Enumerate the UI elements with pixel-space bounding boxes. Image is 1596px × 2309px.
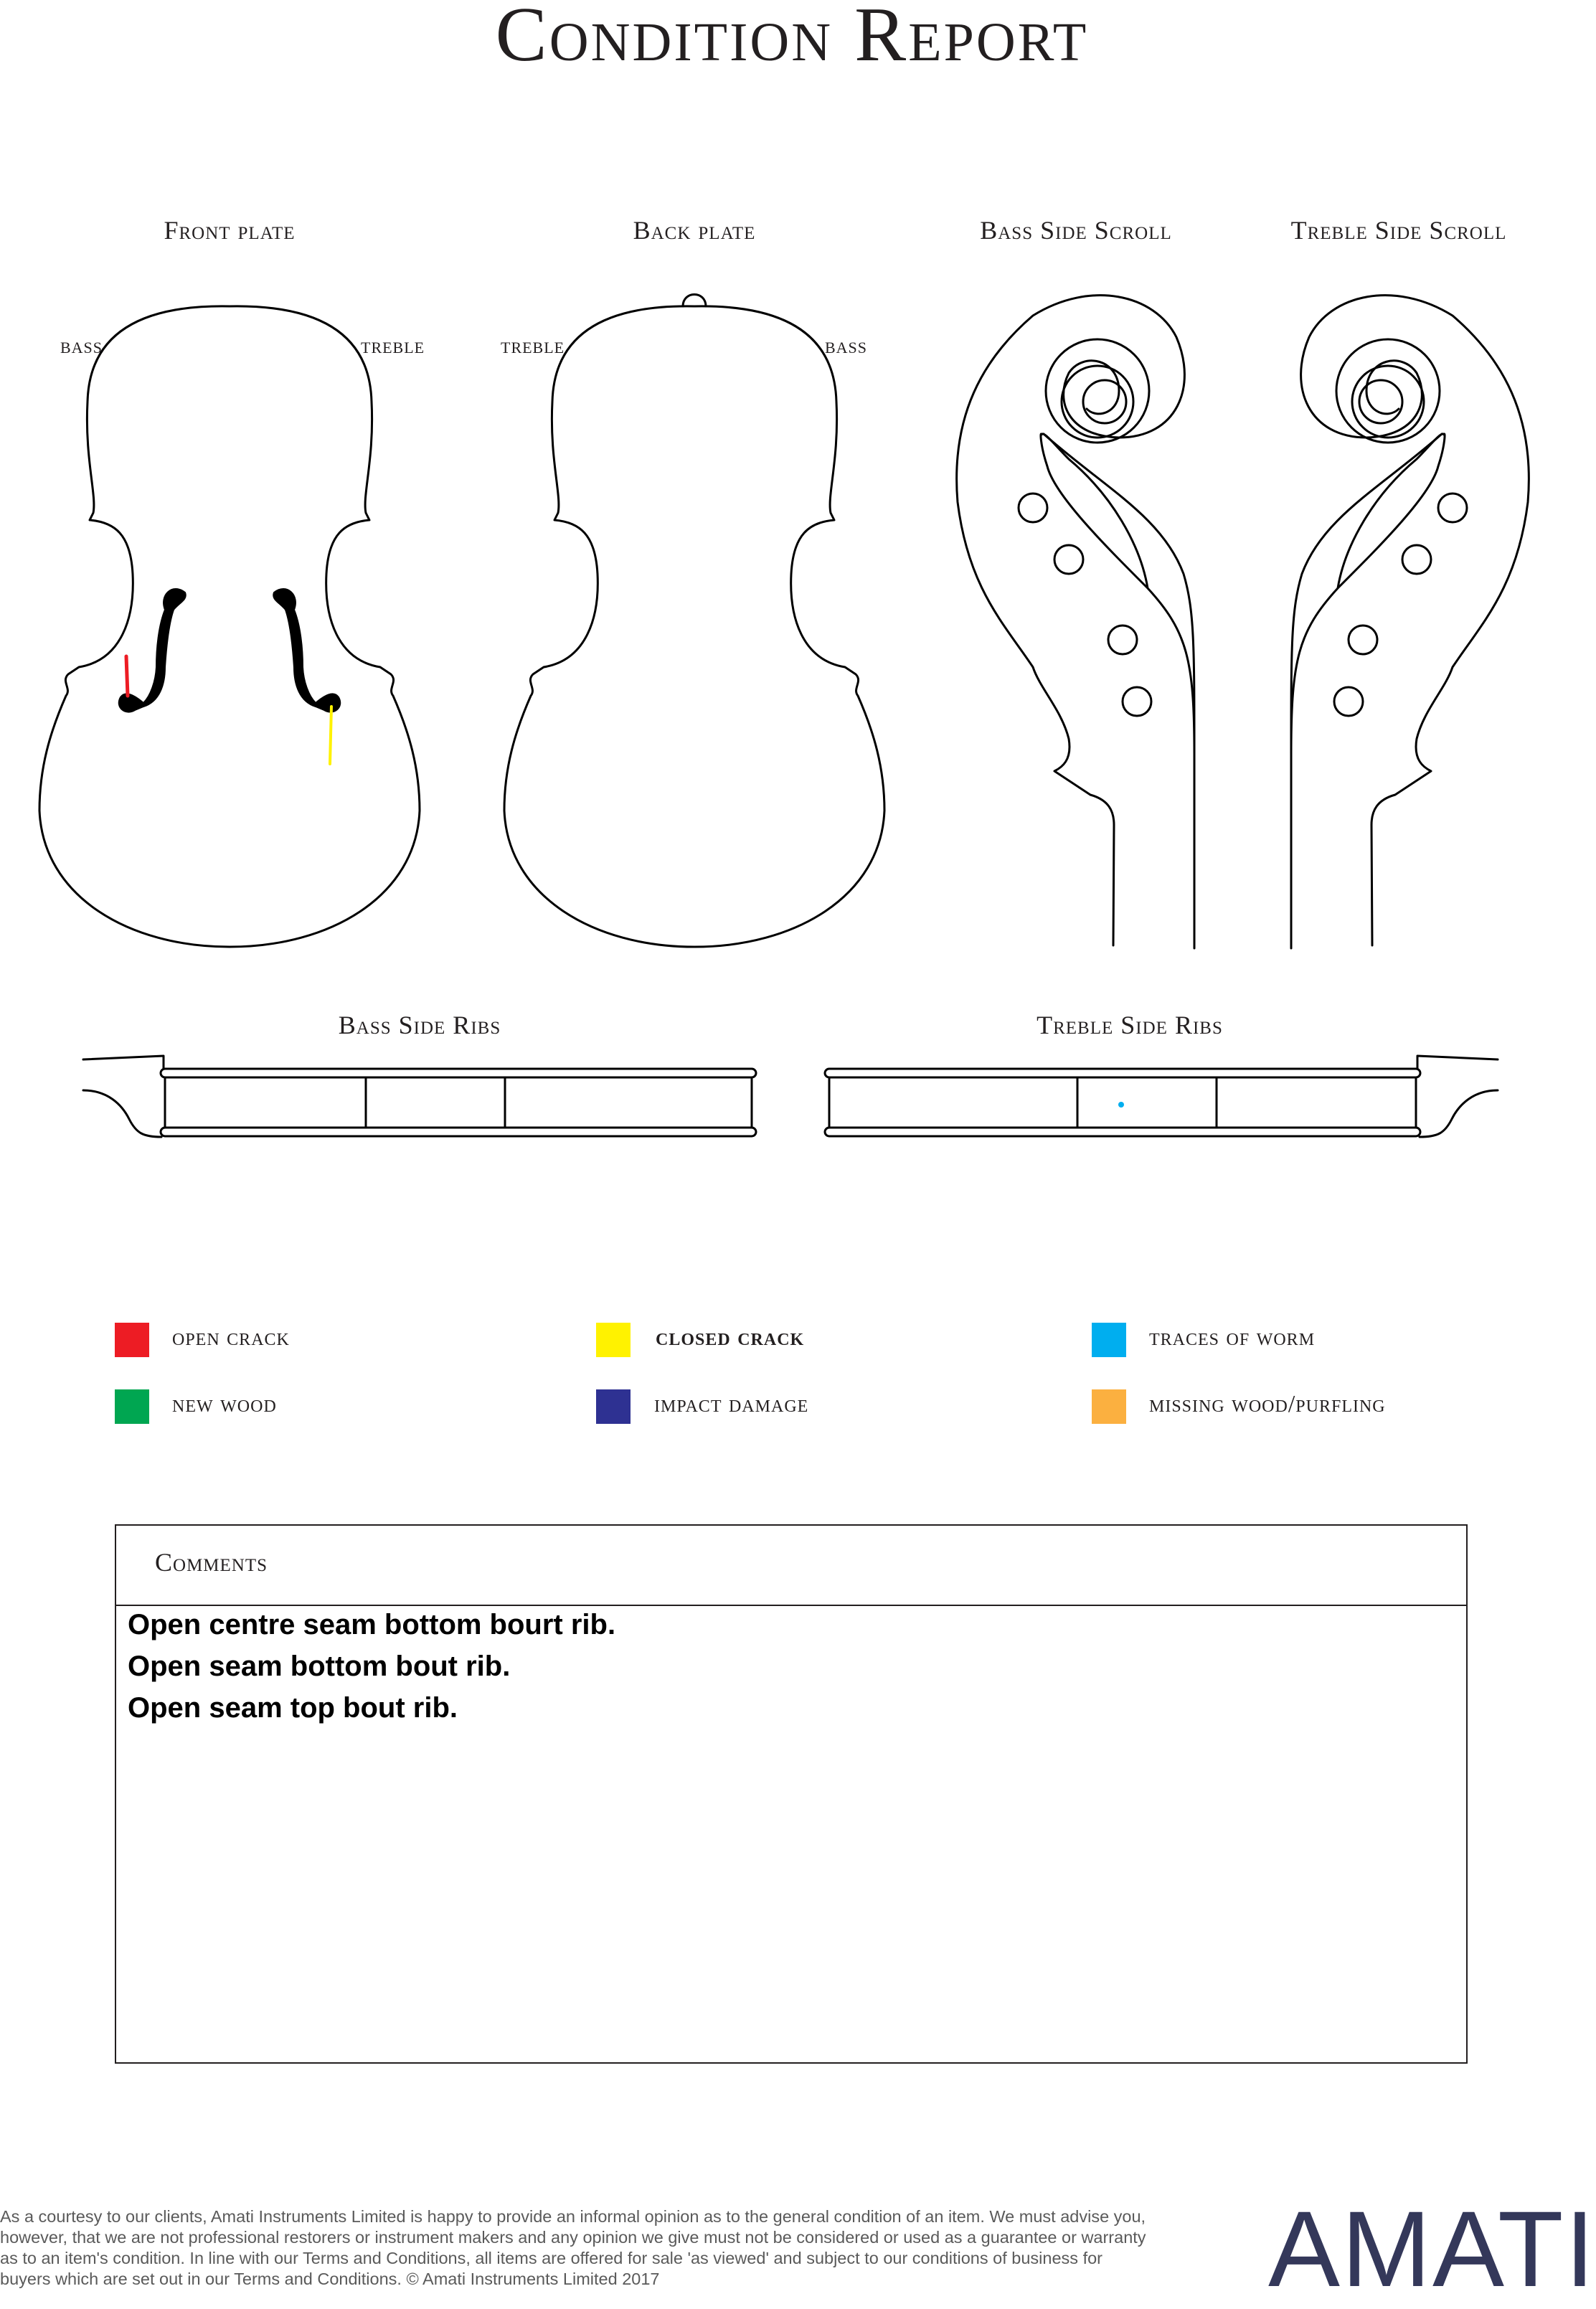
- legend-swatch-open-crack: [115, 1323, 149, 1357]
- comment-line-1: Open centre seam bottom bourt rib.: [128, 1609, 616, 1640]
- back-treble-label: TREBLE: [501, 339, 565, 356]
- comment-line-3: Open seam top bout rib.: [128, 1692, 458, 1724]
- legend-swatch-traces-of-worm: [1092, 1323, 1126, 1357]
- comments-box: [115, 1524, 1468, 2064]
- bass-side-ribs-drawing: [83, 1056, 756, 1137]
- closed-crack-mark: [330, 707, 331, 764]
- bass-side-scroll-label: Bass Side Scroll: [980, 216, 1172, 245]
- treble-side-ribs-label: Treble Side Ribs: [1037, 1011, 1223, 1039]
- comments-title: Comments: [155, 1548, 268, 1577]
- comments-header: [116, 1526, 1466, 1606]
- legend-swatch-missing-wood: [1092, 1389, 1126, 1424]
- legend-impact-damage: impact damage: [654, 1391, 809, 1417]
- legend-open-crack: open crack: [172, 1324, 290, 1351]
- legend-traces-of-worm: traces of worm: [1149, 1324, 1316, 1351]
- front-plate-outline: [39, 306, 420, 947]
- back-plate-outline: [504, 306, 884, 947]
- amati-logo: AMATI: [1268, 2188, 1596, 2309]
- front-treble-label: TREBLE: [361, 339, 425, 356]
- back-bass-label: BASS: [825, 339, 868, 356]
- back-plate-button: [683, 295, 706, 307]
- comment-line-2: Open seam bottom bout rib.: [128, 1651, 511, 1682]
- legend-missing-wood-purfling: missing wood/purfling: [1149, 1391, 1386, 1417]
- treble-f-hole: [273, 589, 340, 712]
- treble-side-scroll-label: Treble Side Scroll: [1290, 216, 1507, 245]
- legend-closed-crack: closed crack: [656, 1324, 805, 1351]
- bass-scroll-outline: [1041, 434, 1194, 948]
- back-plate-label: Back plate: [633, 216, 756, 245]
- front-plate-label: Front plate: [164, 216, 296, 245]
- front-bass-label: BASS: [60, 339, 103, 356]
- treble-side-ribs-drawing: [825, 1056, 1498, 1137]
- legend-swatch-closed-crack: [596, 1323, 631, 1357]
- instrument-diagrams: [0, 0, 1547, 1162]
- legend-swatch-new-wood: [115, 1389, 149, 1424]
- bass-side-ribs-label: Bass Side Ribs: [338, 1011, 501, 1039]
- page-title: Condition Report: [495, 0, 1089, 77]
- worm-trace-mark: [1118, 1102, 1124, 1108]
- open-crack-mark: [126, 656, 128, 696]
- legend-swatch-impact-damage: [596, 1389, 631, 1424]
- disclaimer-text: As a courtesy to our clients, Amati Instruments Limited is happy to provide an informal opinion as to the general condition of an item. We must advise you, however, that we are not professional restorers or instrument makers and any opinion we give must not be considered or used as a guarantee or warranty as to an item's condition. In line with our Terms and Conditions, all items are offered for sale 'as viewed' and subject to our conditions of business for buyers which are set out in our Terms and Conditions. © Amati Instruments Limited 2017: [0, 2207, 1146, 2288]
- legend-new-wood: new wood: [172, 1391, 277, 1417]
